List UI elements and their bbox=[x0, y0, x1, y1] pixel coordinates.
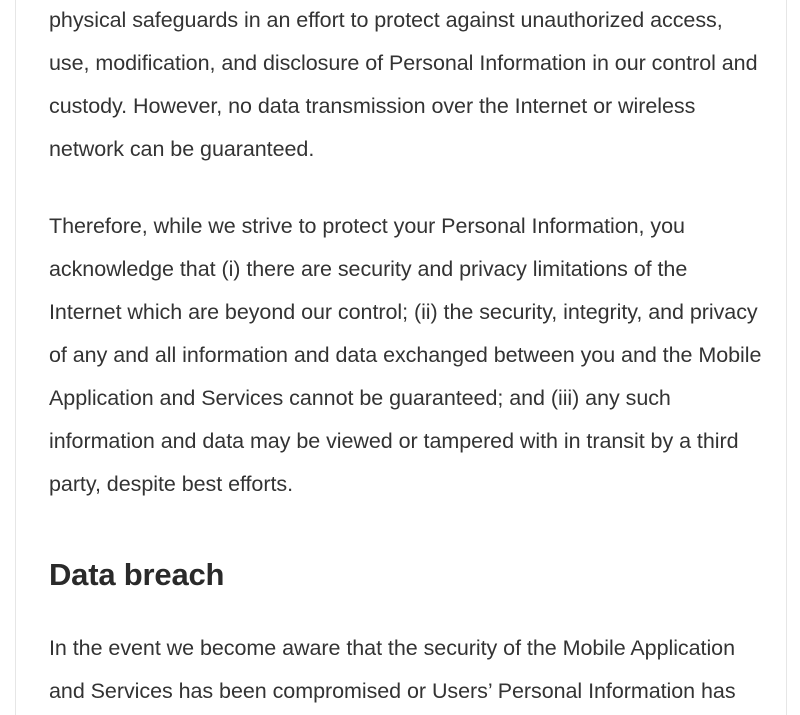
limitations-paragraph: Therefore, while we strive to protect your Personal Information, you acknowledge that (i) there are security and privacy limitations of the Internet which are beyond our control; (ii) the security, integrity, and privacy of any and all information and data exchanged between you and the Mobile Application and Services cannot be guaranteed; and (iii) any such information and data may be viewed or tampered with in transit by a third party, despite best efforts. bbox=[49, 214, 762, 496]
section-heading-data-breach: Data breach bbox=[49, 557, 225, 592]
data-breach-paragraph: In the event we become aware that the security of the Mobile Application and Services has been compromised or Users’ Personal Information has bbox=[49, 636, 736, 703]
security-paragraph: physical safeguards in an effort to protect against unauthorized access, use, modification, and disclosure of Personal Information in our control and custody. However, no data transmission over the Internet or wireless network can be guaranteed. bbox=[49, 8, 758, 161]
